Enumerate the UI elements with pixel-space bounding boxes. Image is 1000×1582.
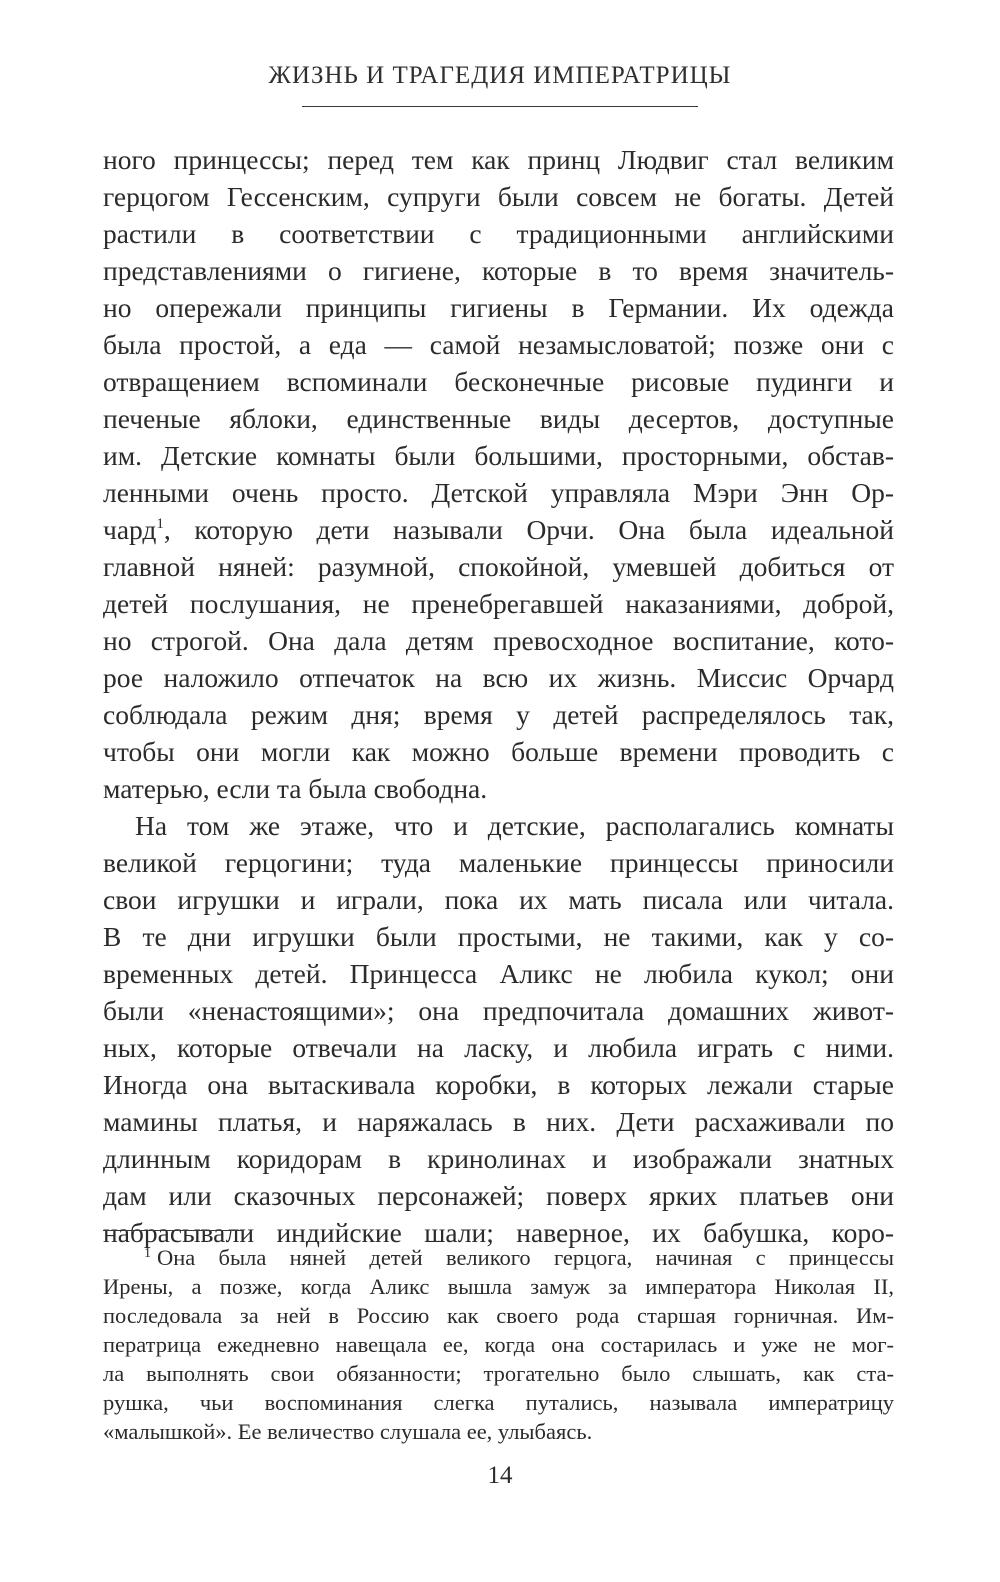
footnote-reference: 1 <box>156 516 164 532</box>
body-line: растили в соответствии с традиционными английскими <box>103 218 894 249</box>
body-line-start: чард <box>103 514 157 545</box>
footnote-line-start: Она была няней детей великого герцога, начиная с принцессы <box>157 1245 894 1270</box>
footnote-line: рушка, чьи воспоминания слегка путались, называла императрицу <box>103 1390 894 1415</box>
body-line-end: , которую дети называли Орчи. Она была идеальной <box>163 514 894 545</box>
footnote-mark: 1 <box>144 1246 151 1261</box>
body-line: им. Детские комнаты были большими, просторными, обстав- <box>103 440 894 471</box>
body-line: великой герцогини; туда маленькие принцессы приносили <box>103 847 894 878</box>
body-line: печеные яблоки, единственные виды десертов, доступные <box>103 403 894 434</box>
body-line: рое наложило отпечаток на всю их жизнь. Миссис Орчард <box>103 662 894 693</box>
footnote-rule <box>103 1230 243 1231</box>
body-line: представлениями о гигиене, которые в то время значитель- <box>103 255 894 286</box>
body-line: были «ненастоящими»; она предпочитала домашних живот- <box>103 995 894 1026</box>
body-line: главной няней: разумной, спокойной, умевшей добиться от <box>103 551 894 582</box>
body-line: На том же этаже, что и детские, располагались комнаты <box>135 810 894 841</box>
body-line: соблюдала режим дня; время у детей распределялось так, <box>103 699 894 730</box>
running-head-rule <box>302 106 698 107</box>
footnote-line: последовала за ней в Россию как своего рода старшая горничная. Им- <box>103 1303 894 1328</box>
body-line: свои игрушки и играли, пока их мать писала или читала. <box>103 884 894 915</box>
body-line: ных, которые отвечали на ласку, и любила играть с ними. <box>103 1032 894 1063</box>
body-line: матерью, если та была свободна. <box>103 773 488 804</box>
body-line: длинным коридорам в кринолинах и изображали знатных <box>103 1143 894 1174</box>
body-line: дам или сказочных персонажей; поверх ярких платьев они <box>103 1180 894 1211</box>
footnote-line-with-mark <box>144 1244 894 1271</box>
body-line: В те дни игрушки были простыми, не такими, как у со- <box>103 921 894 952</box>
body-line: временных детей. Принцесса Аликс не любила кукол; они <box>103 958 894 989</box>
body-line: Иногда она вытаскивала коробки, в которых лежали старые <box>103 1069 894 1100</box>
body-line-with-footnote-ref <box>103 512 894 548</box>
footnote-line: ператрица ежедневно навещала ее, когда она состарилась и уже не мог- <box>103 1332 894 1357</box>
footnote-line: ла выполнять свои обязанности; трогательно было слышать, как ста- <box>103 1361 894 1386</box>
footnote-line: Ирены, а позже, когда Аликс вышла замуж за императора Николая II, <box>103 1274 894 1299</box>
body-line: была простой, а еда — самой незамысловатой; позже они с <box>103 329 894 360</box>
body-line: но опережали принципы гигиены в Германии. Их одежда <box>103 292 894 323</box>
body-line: мамины платья, и наряжалась в них. Дети расхаживали по <box>103 1106 894 1137</box>
body-line: ного принцессы; перед тем как принц Людвиг стал великим <box>103 144 894 175</box>
footnote-line: «малышкой». Ее величество слушала ее, улыбаясь. <box>103 1419 593 1444</box>
running-head: ЖИЗНЬ И ТРАГЕДИЯ ИМПЕРАТРИЦЫ <box>268 62 732 89</box>
body-line: чтобы они могли как можно больше времени проводить с <box>103 736 894 767</box>
body-line: отвращением вспоминали бесконечные рисовые пудинги и <box>103 366 894 397</box>
body-line: детей послушания, не пренебрегавшей наказаниями, доброй, <box>103 588 894 619</box>
body-line: герцогом Гессенским, супруги были совсем не богаты. Детей <box>103 181 894 212</box>
body-line: но строгой. Она дала детям превосходное воспитание, кото- <box>103 625 894 656</box>
body-line: ленными очень просто. Детской управляла Мэри Энн Ор- <box>103 477 894 508</box>
body-line: набрасывали индийские шали; наверное, их бабушка, коро- <box>103 1217 894 1248</box>
page-number: 14 <box>487 1462 513 1489</box>
